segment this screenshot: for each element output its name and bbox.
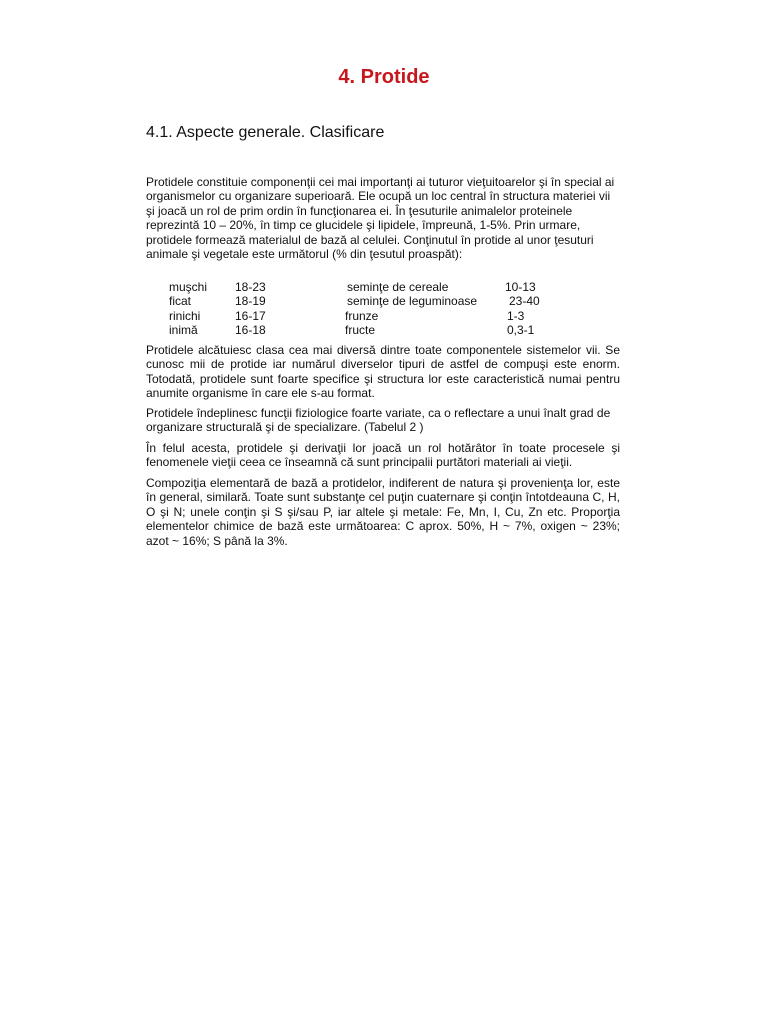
paragraph-diversity: Protidele alcătuiesc clasa cea mai diversă dintre toate componentele sistemelor vii. Se cunosc mii de protide iar numărul diverselor tipuri de astfel de compuşi este enorm. Totodată, protidele sunt foarte specifice şi structura lor este caracteristică numai pentru anumite organisme în care ele s-au format. [146,343,620,401]
table-row [169,280,589,294]
paragraph-composition: Compoziţia elementară de bază a protidelor, indiferent de natura şi provenienţa lor, este în general, similară. Toate sunt substanţe cel puţin cuaternare şi conţin întotdeauna C, H, O şi N; unele conţin şi S şi/sau P, iar altele şi metale: Fe, Mn, I, Cu, Zn etc. Proporţia elementelor chimice de bază este următoarea: C aprox. 50%, H ~ 7%, oxigen ~ 23%; azot ~ 16%; S până la 3%. [146,476,620,548]
plant-name: seminţe de cereale [347,280,449,294]
plant-value: 0,3-1 [507,323,535,338]
table-row [169,323,589,337]
tissue-name: ficat [169,294,192,309]
tissue-value: 18-19 [235,294,266,309]
plant-name: fructe [345,323,376,338]
section-title: 4.1. Aspecte generale. Clasificare [146,124,385,141]
table-row [169,309,589,323]
plant-value: 23-40 [509,294,540,309]
protein-content-table [169,280,589,338]
plant-name: frunze [345,308,379,323]
tissue-value: 16-18 [235,323,266,338]
plant-value: 1-3 [507,308,525,323]
paragraph-role: În felul acesta, protidele şi derivaţii lor joacă un rol hotărâtor în toate procesele şi fenomenele vieţii ceea ce înseamnă că sunt principalii purtători materiali ai vieţii. [146,441,620,470]
tissue-value: 18-23 [235,280,266,294]
tissue-name: inimă [169,323,198,338]
tissue-name: rinichi [169,308,201,323]
plant-name: seminţe de leguminoase [347,294,478,309]
plant-value: 10-13 [505,280,536,294]
chapter-title: 4. Protide [338,66,430,88]
paragraph-intro: Protidele constituie componenţii cei mai importanţi ai tuturor vieţuitoarelor şi în special ai organismelor cu organizare superioară. Ele ocupă un loc central în structura materiei vii şi joacă un rol de prim ordin în funcţionarea ei. În ţesuturile animalelor proteinele reprezintă 10 – 20%, în timp ce glucidele şi lipidele, împreună, 1-5%. Prin urmare, protidele formează materialul de bază al celulei. Conţinutul în protide al unor ţesuturi animale şi vegetale este următorul (% din ţesutul proaspăt): [146,175,615,262]
table-row [169,294,589,308]
tissue-name: muşchi [169,280,208,294]
paragraph-functions: Protidele îndeplinesc funcţii fiziologice foarte variate, ca o reflectare a unui înalt grad de organizare structurală şi de specializare. (Tabelul 2 ) [146,406,611,435]
tissue-value: 16-17 [235,308,266,323]
